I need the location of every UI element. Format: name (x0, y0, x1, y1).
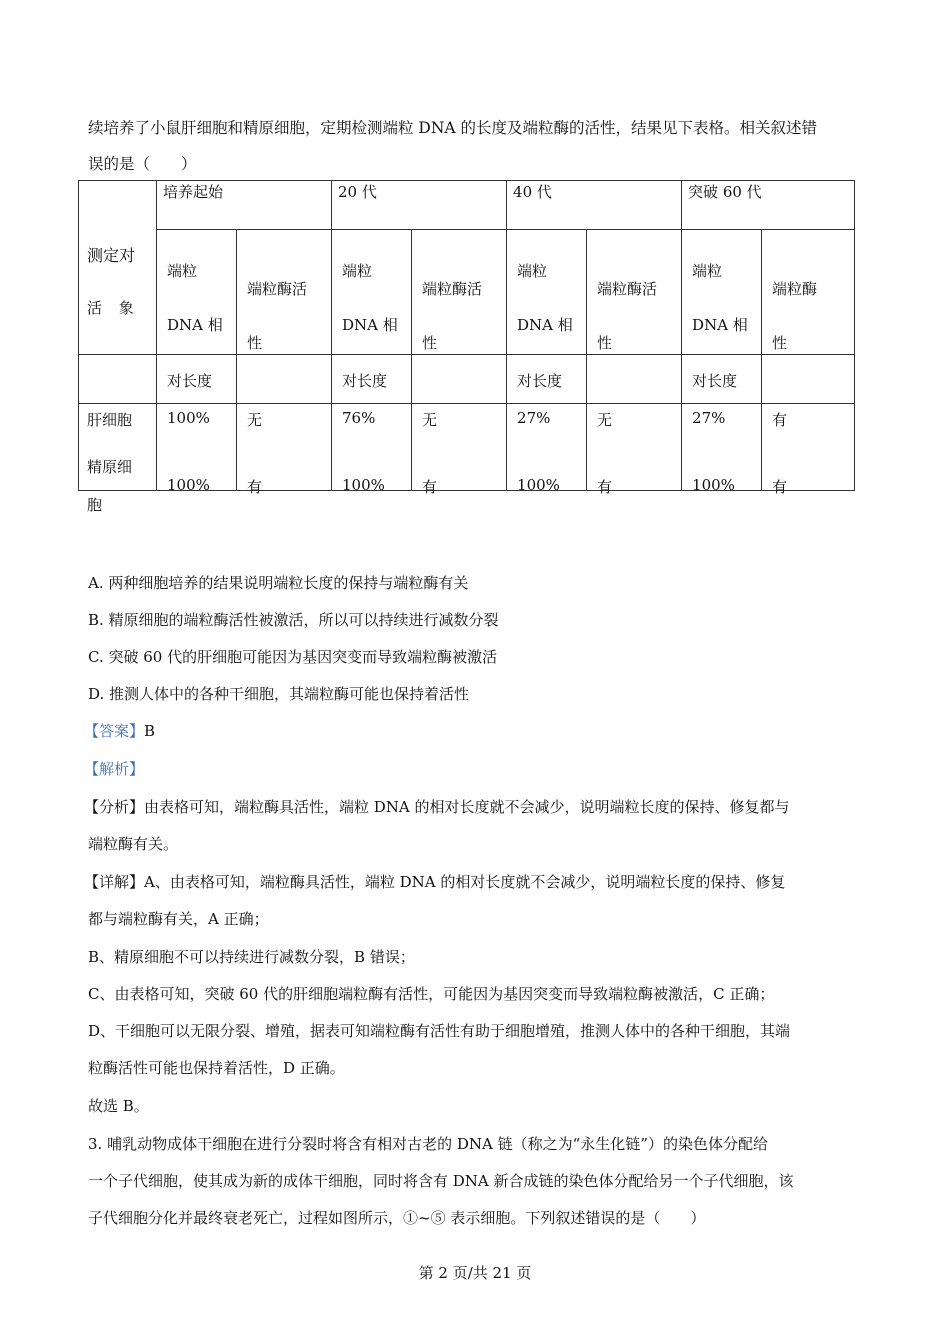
xiangjie-line1: 【详解】A、由表格可知，端粒酶具活性，端粒 DNA 的相对长度就不会减少，说明端粒长度的保持、修复 (84, 873, 786, 891)
stage-header: 培养起始 (157, 181, 332, 230)
option-b: B. 精原细胞的端粒酶活性被激活，所以可以持续进行减数分裂 (88, 611, 499, 629)
table-cell: 无 有 (237, 404, 332, 491)
conclusion: 故选 B。 (88, 1097, 149, 1115)
answer-line (84, 720, 155, 741)
table-cell: 无 有 (412, 404, 507, 491)
answer-tag: 【答案】 (84, 722, 145, 740)
sub-header-activity: 端粒酶活 性 (412, 230, 507, 355)
sub-header-length: 端粒 DNA 相 对长度 (682, 230, 762, 355)
stage-header: 20 代 (332, 181, 507, 230)
sub-header-activity: 端粒酶 性 (762, 230, 855, 355)
table-cell: 100% 100% (157, 404, 237, 491)
sub-header-length: 端粒 DNA 相 对长度 (507, 230, 587, 355)
sub-header-length: 端粒 DNA 相 对长度 (332, 230, 412, 355)
xiangjie-d-line2: 粒酶活性可能也保持着活性，D 正确。 (88, 1059, 345, 1077)
xiangjie-tag: 【详解】 (84, 873, 145, 891)
row-label-cells: 肝细胞 精原细 胞 (79, 404, 157, 491)
fenxi-line2: 端粒酶有关。 (88, 835, 179, 853)
xiangjie-b: B、精原细胞不可以持续进行减数分裂，B 错误； (88, 948, 415, 966)
sub-header-activity: 端粒酶活 性 (587, 230, 682, 355)
table-corner-label: 测定对 活 象 (79, 181, 157, 355)
telomere-table (78, 180, 855, 514)
stage-header: 40 代 (507, 181, 682, 230)
table-cell: 有 有 (762, 404, 855, 491)
answer-value: B (144, 722, 156, 740)
xiangjie-c: C、由表格可知，突破 60 代的肝细胞端粒酶有活性，可能因为基因突变而导致端粒酶被激活，C 正确； (88, 985, 775, 1003)
option-a: A. 两种细胞培养的结果说明端粒长度的保持与端粒酶有关 (88, 574, 469, 592)
page-footer: 第 2 页/共 21 页 (418, 1264, 532, 1282)
option-d: D. 推测人体中的各种干细胞，其端粒酶可能也保持着活性 (88, 685, 470, 703)
xiangjie-a-line2: 都与端粒酶有关，A 正确； (88, 910, 269, 928)
question-intro-line1: 续培养了小鼠肝细胞和精原细胞，定期检测端粒 DNA 的长度及端粒酶的活性，结果见下表格。相关叙述错 (88, 119, 818, 137)
table-cell: 无 有 (587, 404, 682, 491)
question3-line1: 3. 哺乳动物成体干细胞在进行分裂时将含有相对古老的 DNA 链（称之为“永生化链”）的染色体分配给 (88, 1135, 768, 1153)
sub-header-activity: 端粒酶活 性 (237, 230, 332, 355)
analysis-tag: 【解析】 (84, 760, 145, 778)
xiangjie-d-line1: D、干细胞可以无限分裂、增殖，据表可知端粒酶有活性有助于细胞增殖，推测人体中的各种干细胞，其端 (88, 1022, 791, 1040)
stage-header: 突破 60 代 (682, 181, 855, 230)
question3-line2: 一个子代细胞，使其成为新的成体干细胞，同时将含有 DNA 新合成链的染色体分配给另一个子代细胞，该 (88, 1172, 794, 1190)
table-cell: 27% 100% (507, 404, 587, 491)
fenxi-line1: 【分析】由表格可知，端粒酶具活性，端粒 DNA 的相对长度就不会减少，说明端粒长度的保持、修复都与 (84, 798, 790, 816)
sub-header-length: 端粒 DNA 相 对长度 (157, 230, 237, 355)
fenxi-tag: 【分析】 (84, 798, 145, 816)
question-intro-line2: 误的是（ ） (88, 155, 197, 173)
question3-line3: 子代细胞分化并最终衰老死亡，过程如图所示，①~⑤ 表示细胞。下列叙述错误的是（ ） (88, 1209, 706, 1227)
table-cell: 76% 100% (332, 404, 412, 491)
option-c: C. 突破 60 代的肝细胞可能因为基因突变而导致端粒酶被激活 (88, 648, 498, 666)
table-cell: 27% 100% (682, 404, 762, 491)
